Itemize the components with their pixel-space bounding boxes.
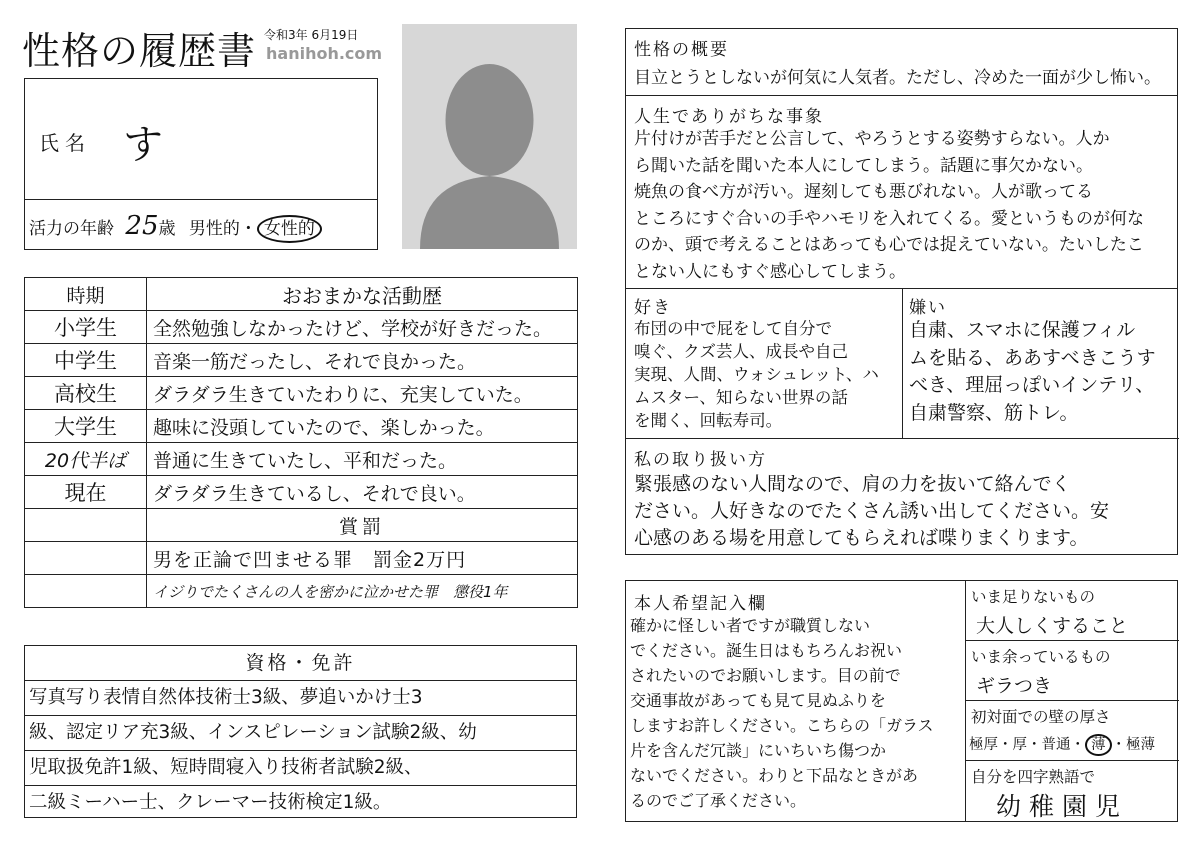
table-row — [25, 344, 578, 377]
dislikes-line: 自粛警察、筋トレ。 — [909, 401, 1079, 424]
activity-cell: 趣味に没頭していたので、楽しかった。 — [147, 410, 578, 443]
wall-option: 厚 — [1012, 737, 1027, 753]
table-row — [25, 377, 578, 410]
activity-cell: 全然勉強しなかったけど、学校が好きだった。 — [147, 311, 578, 344]
history-header-row — [25, 278, 578, 311]
empty-cell — [25, 542, 147, 575]
period-cell: 20代半ば — [25, 443, 147, 476]
award-cell: イジりでたくさんの人を密かに泣かせた罪 懲役1年 — [147, 575, 578, 608]
dislikes-line: べき、理屈っぽいインテリ、 — [909, 374, 1155, 396]
request-line: ないでください。わりと下品なときがあ — [630, 766, 919, 785]
request-text — [630, 613, 934, 813]
col-period: 時期 — [25, 278, 147, 311]
wall-separator: ・ — [1070, 737, 1085, 753]
likes-line: を聞く、回転寿司。 — [634, 411, 783, 430]
dislikes-title: 嫌い — [909, 298, 947, 318]
likes-line: 嗅ぐ、クズ芸人、成長や自己 — [634, 342, 849, 361]
wall-option: 極厚 — [969, 737, 998, 753]
dislikes-text — [909, 317, 1156, 427]
gender-female: 女性的 — [257, 215, 322, 243]
idiom-box — [966, 761, 1179, 823]
handling-line: ださい。人好きなのでたくさん誘い出してください。安 — [634, 500, 1110, 522]
wall-option: 普通 — [1041, 737, 1071, 753]
likes-line: ムスター、知らない世界の話 — [634, 388, 848, 407]
handling-line: 心感のある場を用意してもらえれば喋りまくります。 — [634, 527, 1089, 549]
profile-box — [24, 78, 378, 250]
awards-title: 賞罰 — [147, 509, 578, 542]
idiom-label: 自分を四字熟語で — [971, 768, 1096, 786]
overview-section — [626, 29, 1177, 96]
wall-separator: ・ — [1027, 737, 1042, 753]
license-line: 級、認定リア充3級、インスピレーション試験2級、幼 — [25, 716, 576, 751]
wall-separator: ・ — [998, 737, 1013, 753]
dislikes-line: ムを貼る、ああすべきこうす — [909, 346, 1156, 369]
page-title: 性格の履歴書 — [22, 29, 257, 73]
wall-label: 初対面での壁の厚さ — [971, 708, 1111, 726]
name-label: 氏名 — [39, 131, 91, 155]
site-url: hanihoh.com — [266, 44, 383, 63]
name-value: す — [123, 122, 163, 168]
photo-placeholder — [402, 24, 577, 249]
empty-cell — [25, 509, 147, 542]
request-panel — [625, 580, 1178, 822]
table-row — [25, 443, 578, 476]
date: 令和3年 6月19日 — [264, 28, 359, 42]
period-cell: 大学生 — [25, 410, 147, 443]
request-line: 確かに怪しい者ですが職質しない — [630, 616, 871, 635]
wall-option-selected: 薄 — [1085, 734, 1112, 756]
dislikes-section — [903, 289, 1179, 439]
life-line: 焼魚の食べ方が汚い。遅刻しても悪びれない。人が歌ってる — [634, 182, 1093, 202]
activity-cell: 音楽一筋だったし、それで良かった。 — [147, 344, 578, 377]
wall-option: 極薄 — [1126, 737, 1155, 753]
period-cell: 高校生 — [25, 377, 147, 410]
age-value: 25 — [125, 211, 159, 241]
licenses-box — [24, 645, 577, 818]
age-row — [29, 211, 322, 241]
awards-header-row — [25, 509, 578, 542]
licenses-title: 資格・免許 — [25, 646, 576, 681]
avatar-silhouette-icon — [402, 24, 577, 249]
activity-cell: 普通に生きていたし、平和だった。 — [147, 443, 578, 476]
lacking-box — [966, 581, 1179, 641]
table-row — [25, 542, 578, 575]
lacking-label: いま足りないもの — [971, 588, 1096, 606]
request-line: されたいのでお願いします。目の前で — [630, 666, 901, 685]
empty-cell — [25, 575, 147, 608]
request-line: しますお許しください。こちらの「ガラス — [630, 716, 934, 735]
wall-options — [969, 733, 1155, 754]
gender-separator: ・ — [239, 219, 257, 239]
life-line: ら聞いた話を聞いた本人にしてしまう。話題に事欠かない。 — [634, 155, 1093, 176]
likes-line: 布団の中で屁をして自分で — [634, 319, 832, 338]
likes-section — [626, 289, 903, 439]
request-line: 交通事故があっても見て見ぬふりを — [630, 691, 886, 710]
surplus-label: いま余っているもの — [971, 648, 1111, 666]
overview-title: 性格の概要 — [634, 40, 729, 60]
dislikes-line: 自粛、スマホに保護フィル — [909, 319, 1136, 341]
wall-separator: ・ — [1111, 737, 1126, 753]
activity-cell: ダラダラ生きていたわりに、充実していた。 — [147, 377, 578, 410]
life-section — [626, 96, 1177, 289]
likes-title: 好き — [634, 298, 672, 318]
period-cell: 中学生 — [25, 344, 147, 377]
age-unit: 歳 — [158, 219, 176, 239]
col-activity: おおまかな活動歴 — [147, 278, 578, 311]
table-row — [25, 311, 578, 344]
surplus-box — [966, 641, 1179, 701]
life-line: ところにすぐ合いの手やハモリを入れてくる。愛というものが何な — [634, 208, 1144, 229]
request-section — [626, 581, 966, 821]
likes-line: 実現、人間、ウォシュレット、ハ — [634, 365, 879, 384]
handling-title: 私の取り扱い方 — [634, 450, 767, 470]
life-line: のか、頭で考えることはあっても心では捉えていない。たいしたこ — [634, 235, 1144, 255]
license-line: 二級ミーハー士、クレーマー技術検定1級。 — [29, 792, 392, 813]
wall-box — [966, 701, 1179, 761]
handling-section — [626, 439, 1177, 556]
personality-panel — [625, 28, 1178, 555]
profile-divider — [25, 199, 377, 200]
life-title: 人生でありがちな事象 — [634, 107, 824, 127]
period-cell: 現在 — [25, 476, 147, 509]
activity-cell: ダラダラ生きているし、それで良い。 — [147, 476, 578, 509]
life-line: とない人にもすぐ感心してしまう。 — [634, 261, 906, 282]
period-cell: 小学生 — [25, 311, 147, 344]
award-cell: 男を正論で凹ませる罪 罰金2万円 — [147, 542, 578, 575]
life-text — [634, 126, 1144, 285]
gender-male: 男性的 — [188, 219, 240, 239]
lacking-value: 大人しくすること — [976, 615, 1129, 637]
request-line: るのでご了承ください。 — [630, 791, 807, 810]
age-label: 活力の年齢 — [29, 219, 114, 239]
table-row — [25, 476, 578, 509]
request-title: 本人希望記入欄 — [634, 594, 767, 614]
history-table — [24, 277, 578, 608]
request-line: でください。誕生日はもちろんお祝い — [630, 641, 903, 660]
life-line: 片付けが苦手だと公言して、やろうとする姿勢すらない。人か — [634, 129, 1110, 149]
request-line: 片を含んだ冗談」にいちいち傷つか — [630, 741, 887, 760]
license-line: 写真写り表情自然体技術士3級、夢追いかけ士3 — [25, 681, 576, 716]
handling-text — [634, 471, 1109, 552]
table-row — [25, 575, 578, 608]
overview-text: 目立とうとしないが何気に人気者。ただし、冷めた一面が少し怖い。 — [634, 68, 1161, 88]
idiom-value: 幼稚園児 — [996, 792, 1129, 821]
surplus-value: ギラつき — [976, 675, 1053, 697]
handling-line: 緊張感のない人間なので、肩の力を抜いて絡んでく — [634, 473, 1071, 495]
table-row — [25, 410, 578, 443]
license-line: 児取扱免許1級、短時間寝入り技術者試験2級、 — [25, 751, 576, 786]
likes-text — [634, 317, 879, 432]
